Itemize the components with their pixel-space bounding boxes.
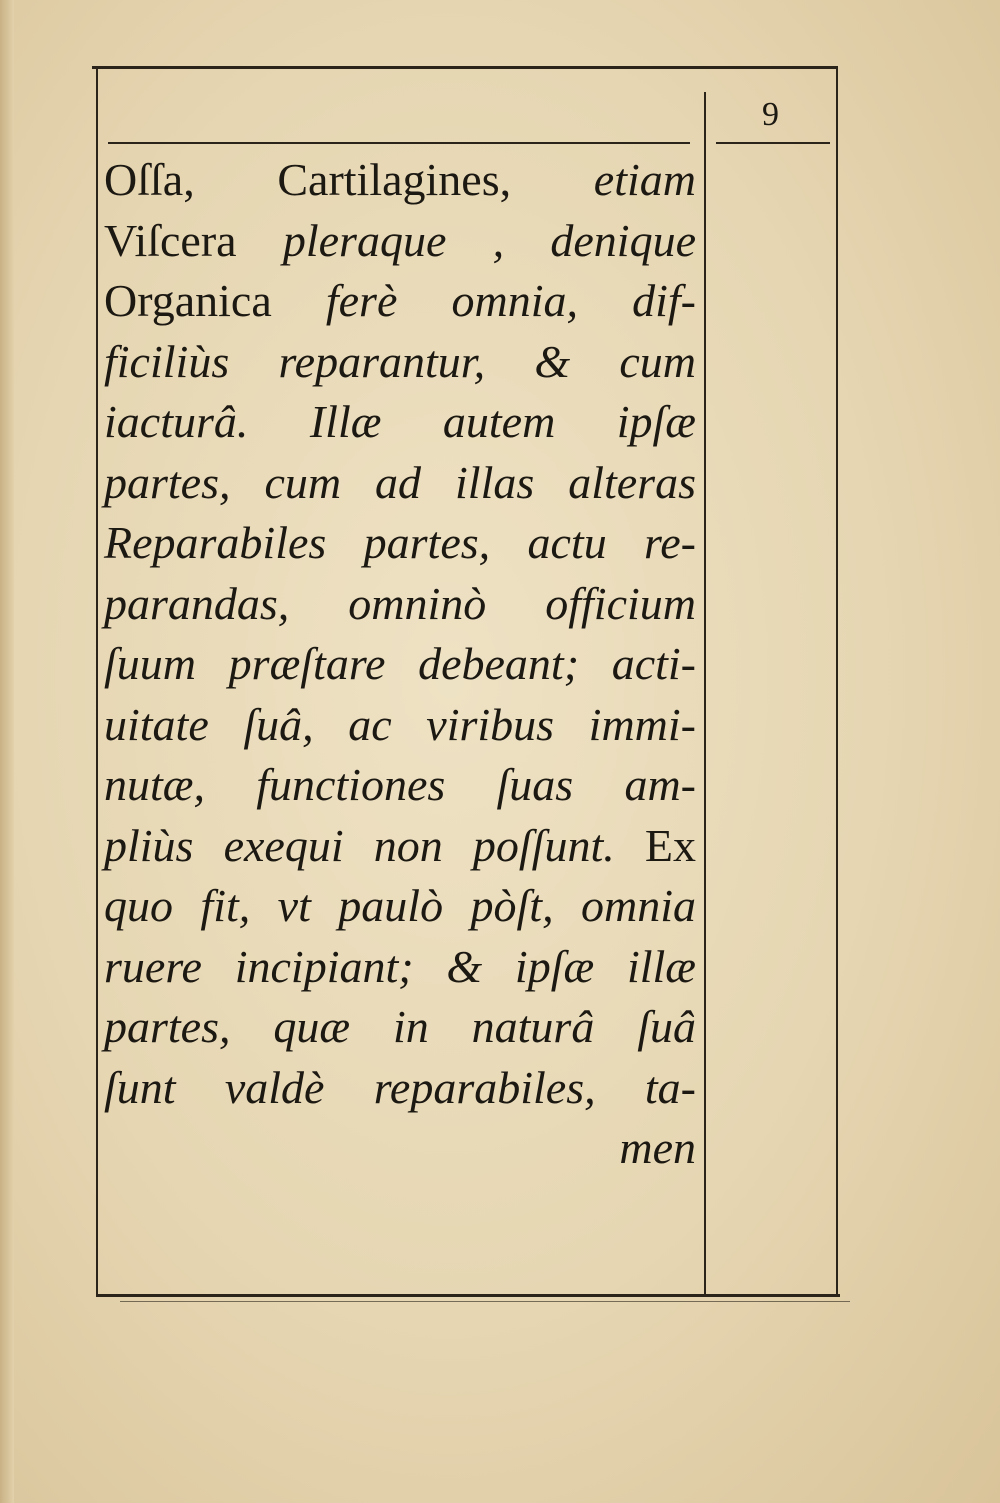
italic-text: ferè omnia, dif- [325,275,696,326]
italic-text: ſuum præſtare debeant; acti- [104,638,696,689]
frame-bottom-rule [96,1294,840,1297]
catchword-text: men [619,1122,696,1173]
text-line [104,816,696,877]
body-text [104,150,696,1179]
text-line [104,695,696,756]
italic-text: pleraque , denique [282,214,696,266]
text-line [104,937,696,998]
italic-text: ficiliùs reparantur, & cum [104,335,696,387]
italic-text: parandas, omninò officium [104,577,696,629]
italic-text: pliùs exequi non poſſunt. [104,819,645,871]
text-line [104,574,696,635]
frame-top-rule [92,66,838,69]
header-rule-text [108,142,690,144]
text-line [104,513,696,574]
roman-text: Organica [104,275,326,326]
italic-text: ruere incipiant; & ipſæ illæ [104,940,696,992]
text-line [104,634,696,695]
text-line [104,271,696,332]
roman-text: Oſſa, Cartilagines, [104,154,594,205]
text-line [104,392,696,453]
italic-text: quo fit, vt paulò pòſt, omnia [104,880,696,931]
header-rule-margin [716,142,830,144]
frame-bottom-rule-outer [120,1301,850,1302]
text-line [104,997,696,1058]
page-edge [0,0,14,1503]
catchword [104,1118,696,1179]
text-line [104,150,696,211]
text-line [104,332,696,393]
text-line [104,211,696,272]
text-line [104,755,696,816]
text-line [104,1058,696,1119]
page-number: 9 [762,96,779,133]
frame-left-rule [96,68,98,1296]
italic-text: etiam [593,154,696,205]
column-divider-rule [704,92,706,1296]
italic-text: iacturâ. Illæ autem ipſæ [104,396,696,447]
text-line [104,453,696,514]
frame-right-rule [836,68,838,1296]
italic-text: partes, quæ in naturâ ſuâ [104,1001,696,1052]
italic-text: uitate ſuâ, ac viribus immi- [104,698,696,750]
italic-text: partes, cum ad illas alteras [104,456,696,508]
text-line [104,876,696,937]
roman-text: Viſcera [104,214,283,266]
italic-text: ſunt valdè reparabiles, ta- [104,1061,696,1113]
italic-text: Reparabiles partes, actu re- [104,517,696,568]
italic-text: nutæ, functiones ſuas am- [104,759,696,810]
roman-text: Ex [644,819,696,871]
